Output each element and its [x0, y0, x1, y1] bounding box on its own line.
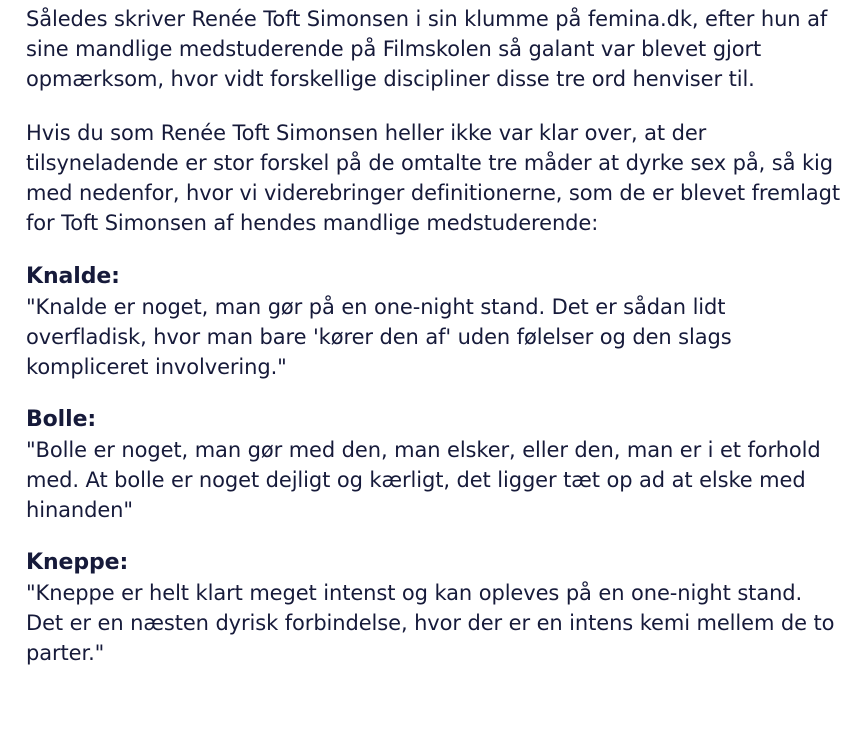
section-quote-kneppe: "Kneppe er helt klart meget intenst og kan opleves på en one-night stand. Det er en næsten dyrisk forbindelse, hvor der er en intens kemi mellem de to parter.": [26, 581, 835, 665]
section-heading-bolle: Bolle:: [26, 407, 97, 432]
article-body: [26, 4, 841, 691]
section-heading-knalde: Knalde:: [26, 264, 120, 289]
definition-section-kneppe: [26, 548, 841, 668]
section-quote-knalde: "Knalde er noget, man gør på en one-night stand. Det er sådan lidt overfladisk, hvor man bare 'kører den af' uden følelser og den slags kompliceret involvering.": [26, 295, 732, 379]
intro-paragraph-1: Således skriver Renée Toft Simonsen i sin klumme på femina.dk, efter hun af sine mandlige medstuderende på Filmskolen så galant var blevet gjort opmærksom, hvor vidt forskellige discipliner disse tre ord henviser til.: [26, 7, 828, 91]
section-quote-bolle: "Bolle er noget, man gør med den, man elsker, eller den, man er i et forhold med. At bolle er noget dejligt og kærligt, det ligger tæt op ad at elske med hinanden": [26, 438, 821, 522]
intro-paragraph-2: Hvis du som Renée Toft Simonsen heller ikke var klar over, at der tilsyneladende er stor forskel på de omtalte tre måder at dyrke sex på, så kig med nedenfor, hvor vi viderebringer definitionerne, som de er blevet fremlagt for Toft Simonsen af hendes mandlige medstuderende:: [26, 121, 841, 235]
definition-section-bolle: [26, 405, 841, 525]
definition-section-knalde: [26, 262, 841, 382]
section-heading-kneppe: Kneppe:: [26, 550, 129, 575]
